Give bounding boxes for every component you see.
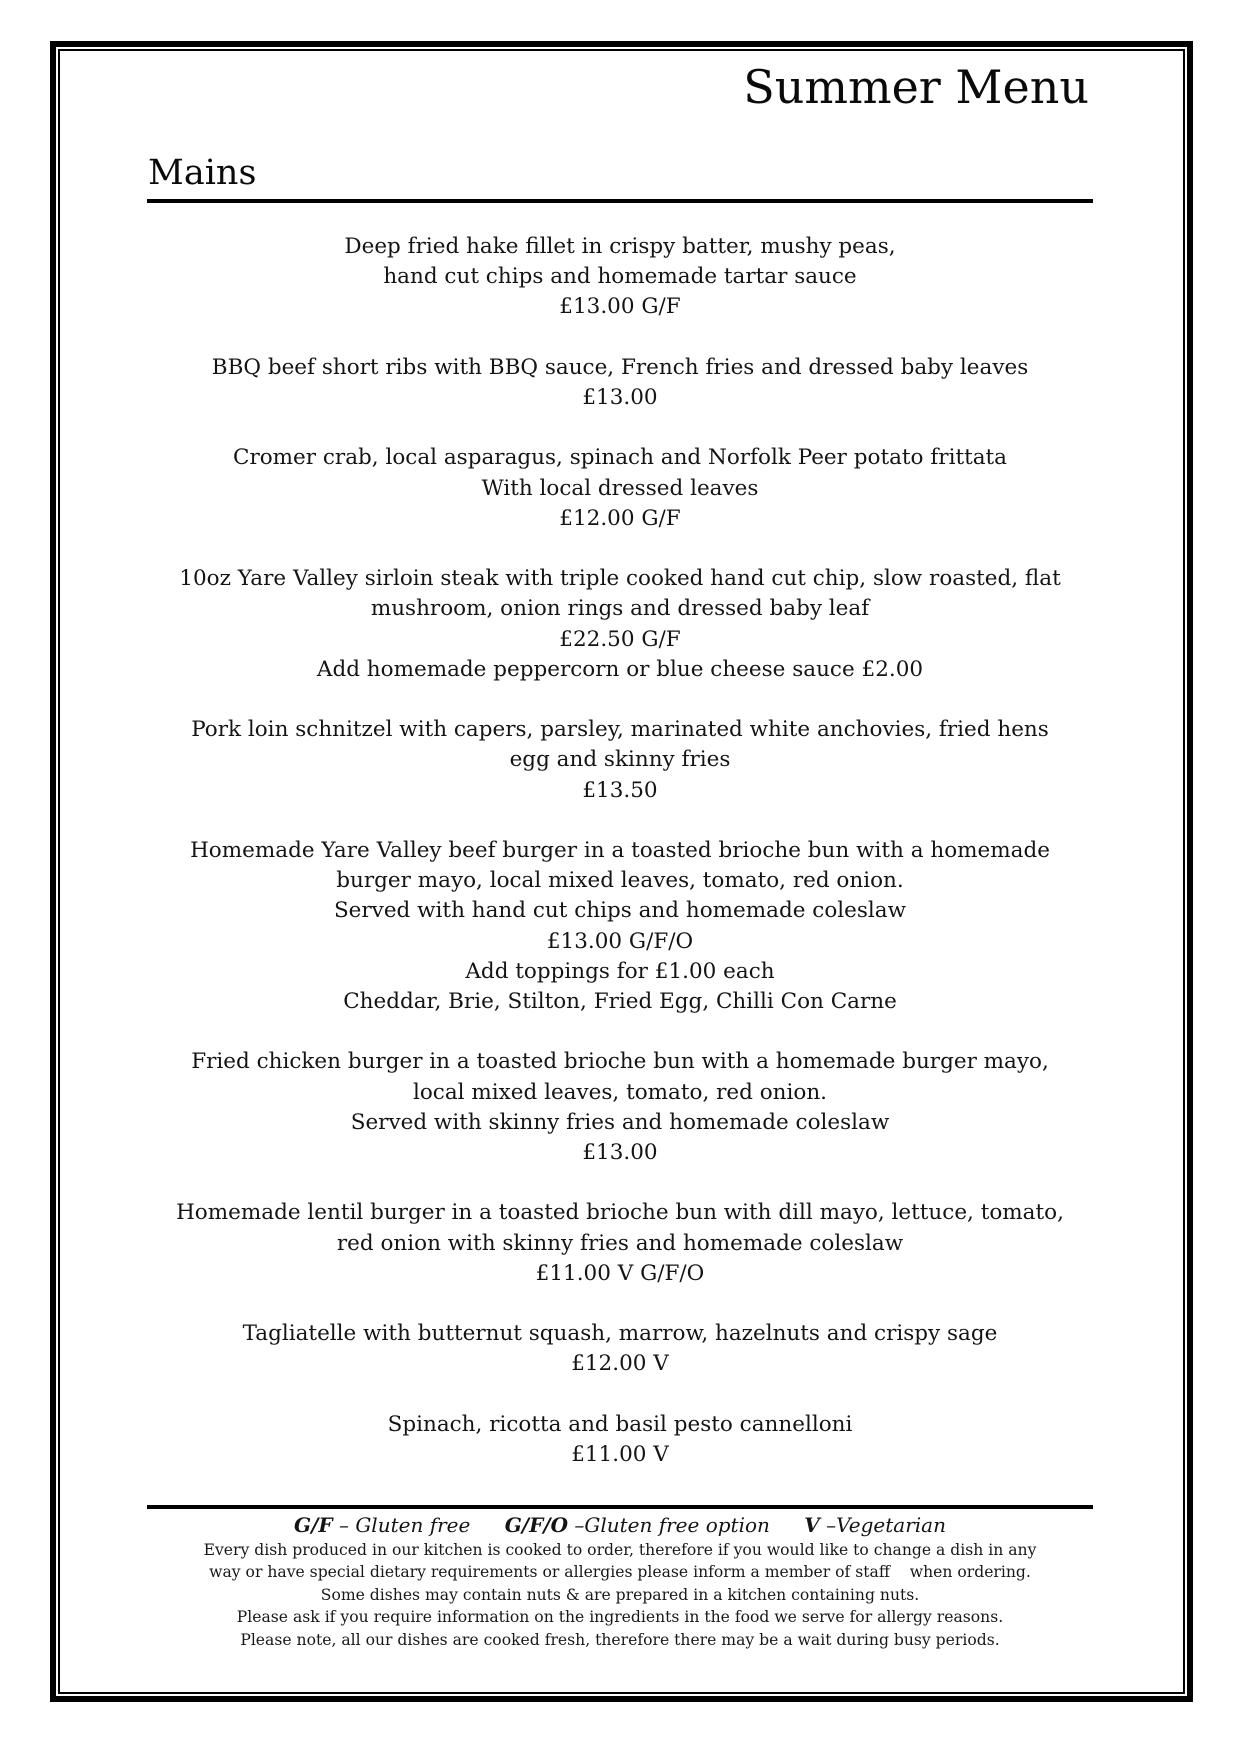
dish-description: Homemade Yare Valley beef burger in a toasted brioche bun with a homemade xyxy=(190,837,1050,863)
dish-price: £13.00 G/F/O xyxy=(546,928,694,954)
dish-description: Pork loin schnitzel with capers, parsley, marinated white anchovies, fried hens xyxy=(191,717,1049,743)
dish-price: £13.00 xyxy=(582,1140,658,1165)
legend-code: G/F xyxy=(294,1513,333,1537)
note-line: way or have special dietary requirements or allergies please inform a member of staff when ordering. xyxy=(209,1563,1031,1582)
menu-item-beef-burger xyxy=(147,836,1093,1017)
dietary-legend xyxy=(147,1512,1093,1538)
dish-description: burger mayo, local mixed leaves, tomato, red onion. xyxy=(336,868,904,894)
dish-price: £13.50 xyxy=(582,777,658,803)
dish-description: Served with hand cut chips and homemade coleslaw xyxy=(333,898,907,924)
dish-description: egg and skinny fries xyxy=(509,747,731,773)
dish-price: £12.00 G/F xyxy=(559,505,681,531)
legend-code: G/F/O xyxy=(504,1513,568,1537)
dish-description: Spinach, ricotta and basil pesto cannelloni xyxy=(387,1411,853,1437)
dish-description: Deep fried hake fillet in crispy batter, mushy peas, xyxy=(344,234,896,259)
legend-gluten-free-option xyxy=(505,1512,770,1538)
menu-item-bbq-ribs xyxy=(147,353,1093,413)
dish-description: 10oz Yare Valley sirloin steak with triple cooked hand cut chip, slow roasted, flat xyxy=(179,566,1061,592)
menu-item-list xyxy=(147,232,1093,1500)
legend-gluten-free xyxy=(294,1512,470,1538)
legend-code: V xyxy=(804,1513,820,1537)
dish-price: £13.00 xyxy=(582,385,658,410)
menu-item-tagliatelle xyxy=(147,1319,1093,1379)
legend-description: –Vegetarian xyxy=(819,1513,946,1537)
dish-price: £13.00 G/F xyxy=(559,294,681,320)
dish-topping-options: Cheddar, Brie, Stilton, Fried Egg, Chilli Con Carne xyxy=(343,989,897,1014)
menu-item-hake xyxy=(147,232,1093,323)
page-title: Summer Menu xyxy=(743,60,1089,114)
dish-description: Cromer crab, local asparagus, spinach and Norfolk Peer potato frittata xyxy=(233,445,1007,471)
dish-add-on: Add toppings for £1.00 each xyxy=(465,958,775,984)
dish-description: Tagliatelle with butternut squash, marrow, hazelnuts and crispy sage xyxy=(242,1321,998,1347)
legend-vegetarian xyxy=(804,1512,946,1538)
dish-description: BBQ beef short ribs with BBQ sauce, French fries and dressed baby leaves xyxy=(211,354,1029,380)
dish-description: mushroom, onion rings and dressed baby leaf xyxy=(370,596,870,622)
dish-price: £11.00 V xyxy=(571,1441,669,1467)
section-divider-bottom xyxy=(147,1505,1093,1509)
menu-item-sirloin-steak xyxy=(147,564,1093,685)
dish-description: red onion with skinny fries and homemade coleslaw xyxy=(336,1230,904,1256)
dish-description: local mixed leaves, tomato, red onion. xyxy=(412,1079,828,1105)
dish-description: Homemade lentil burger in a toasted brioche bun with dill mayo, lettuce, tomato, xyxy=(176,1200,1064,1226)
section-heading-mains: Mains xyxy=(148,153,257,193)
dish-description: Served with skinny fries and homemade coleslaw xyxy=(350,1109,890,1135)
menu-item-cannelloni xyxy=(147,1410,1093,1470)
menu-item-pork-schnitzel xyxy=(147,715,1093,806)
dish-description: With local dressed leaves xyxy=(481,475,759,501)
legend-description: – Gluten free xyxy=(332,1513,471,1537)
menu-item-crab-frittata xyxy=(147,443,1093,534)
menu-item-lentil-burger xyxy=(147,1198,1093,1289)
section-divider-top xyxy=(147,199,1093,203)
dish-add-on: Add homemade peppercorn or blue cheese sauce £2.00 xyxy=(316,656,924,682)
note-line: Please ask if you require information on the ingredients in the food we serve for allergy reasons. xyxy=(236,1608,1004,1627)
dish-price: £11.00 V G/F/O xyxy=(535,1260,705,1286)
legend-description: –Gluten free option xyxy=(568,1513,770,1537)
dish-price: £12.00 V xyxy=(571,1351,669,1377)
note-line: Please note, all our dishes are cooked fresh, therefore there may be a wait during busy periods. xyxy=(240,1630,1000,1649)
dish-description: hand cut chips and homemade tartar sauce xyxy=(383,264,857,290)
menu-item-chicken-burger xyxy=(147,1047,1093,1168)
dish-price: £22.50 G/F xyxy=(559,626,681,652)
note-line: Some dishes may contain nuts & are prepared in a kitchen containing nuts. xyxy=(320,1585,920,1604)
note-line: Every dish produced in our kitchen is cooked to order, therefore if you would like to change a dish in any xyxy=(203,1541,1037,1559)
dish-description: Fried chicken burger in a toasted brioche bun with a homemade burger mayo, xyxy=(191,1049,1049,1075)
allergy-notes xyxy=(147,1539,1093,1651)
